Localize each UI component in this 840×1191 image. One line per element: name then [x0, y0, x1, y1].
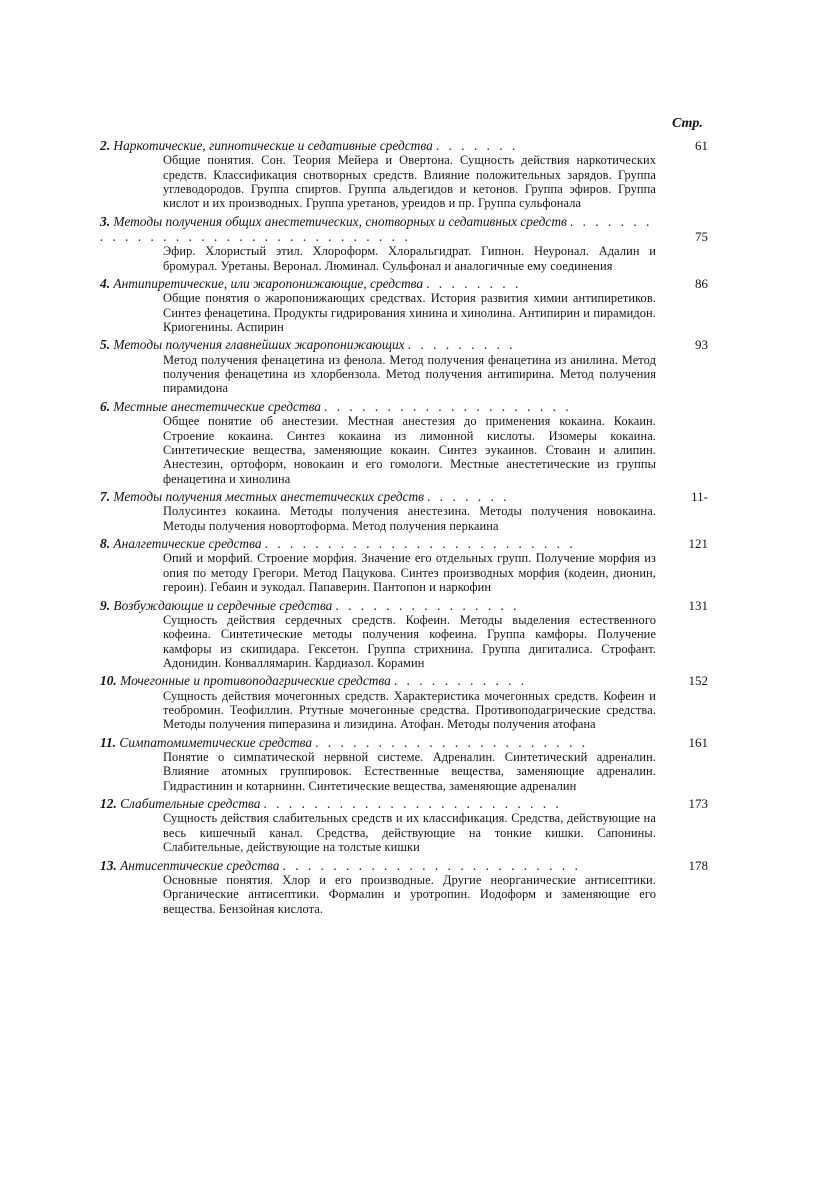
- section-title: Антисептические средства: [120, 857, 280, 873]
- page-number: 75: [695, 229, 708, 245]
- section-number: 6.: [100, 398, 111, 414]
- toc-entry-heading: [100, 536, 712, 551]
- leader-dots: . . . . . . . . . . . . . . .: [335, 597, 520, 613]
- toc-entry-6: [100, 399, 712, 486]
- toc-entry-heading: [100, 489, 712, 504]
- section-description: Основные понятия. Хлор и его производные. Другие неорганические антисептики. Органические антисептики. Формалин и уротропин. Иодоформ и заменяющие его вещества. Бензойная кислота.: [163, 872, 656, 916]
- leader-dots: . . . . . . . . . . . . . . . . . . . .: [324, 398, 572, 414]
- toc-entry-heading: [100, 858, 712, 873]
- section-number: 2.: [100, 138, 111, 153]
- section-description: Общие понятия. Сон. Теория Мейера и Овертона. Сущность действия наркотических средств. Классификация снотворных средств. Влияние положительных зарядов. Группа углеводородов. Группа спиртов. Группа альдегидов и кетонов. Группа эфиров. Группа кислот и их производных. Группа уретанов, уреидов и пр. Группа сульфонала: [163, 153, 656, 211]
- section-number: 7.: [100, 489, 111, 505]
- leader-dots: . . . . . . . . . . . . . . . . . . . . . . . .: [263, 796, 563, 812]
- toc-entry-heading: [100, 598, 712, 613]
- leader-dots: . . . . . . . . . . . . . . . . . . . . . . . . .: [264, 536, 576, 552]
- toc-entry-5: [100, 337, 712, 395]
- toc-entry-4: [100, 276, 712, 334]
- page-number: 93: [695, 337, 708, 353]
- toc-entry-2: [100, 138, 712, 211]
- section-number: 8.: [100, 536, 111, 552]
- section-number: 12.: [100, 796, 117, 812]
- section-number: 11.: [100, 734, 116, 750]
- section-title: Методы получения местных анестетических средств: [113, 489, 424, 505]
- section-title: Возбуждающие и сердечные средства: [113, 597, 333, 613]
- page-number: 152: [688, 673, 708, 689]
- section-title: Мочегонные и противоподагрические средства: [120, 673, 391, 689]
- page-number: 11-: [691, 489, 708, 505]
- section-number: 10.: [100, 673, 117, 689]
- toc-entry-13: [100, 858, 712, 916]
- leader-dots: . . . . . . . . . . . . . . . . . . . . . . . .: [282, 857, 582, 873]
- toc-entry-heading: [100, 399, 712, 414]
- page-number: 131: [688, 597, 708, 613]
- toc-entry-12: [100, 796, 712, 854]
- section-description: Опий и морфий. Строение морфия. Значение его отдельных групп. Получение морфия из опия по методу Грегори. Метод Пацукова. Синтез производных морфия (кодеин, дионин, героин). Гебаин и эукодал. Папаверин. Пантопон и наркофин: [163, 551, 656, 595]
- section-number: 5.: [100, 337, 111, 353]
- leader-dots: . . . . . . . . . . .: [394, 673, 528, 689]
- section-title: Слабительные средства: [120, 796, 261, 812]
- section-description: Полусинтез кокаина. Методы получения анестезина. Методы получения новокаина. Методы получения новортоформа. Метод получения перкаина: [163, 504, 656, 533]
- section-title: Методы получения главнейших жаропонижающих: [113, 337, 405, 353]
- leader-dots: . . . . . . . . . . . . . . . . . . . . . .: [315, 734, 589, 750]
- toc-entry-7: [100, 489, 712, 533]
- toc-entry-heading: [100, 673, 712, 688]
- section-number: 4.: [100, 276, 111, 292]
- toc-entry-heading: [100, 138, 712, 153]
- table-of-contents: [100, 138, 712, 919]
- page-number: 86: [695, 276, 708, 292]
- toc-entry-heading: [100, 276, 712, 291]
- section-description: Сущность действия слабительных средств и их классификация. Средства, действующие на весь кишечный канал. Средства, действующие на тонкие кишки. Сапонины. Слабительные, действующие на толстые кишки: [163, 811, 656, 855]
- section-description: Общее понятие об анестезии. Местная анестезия до применения кокаина. Кокаин. Строение кокаина. Синтез кокаина из лимонной кислоты. Изомеры кокаина. Синтетические вещества, заменяющие кокаин. Синтез эукаинов. Стоваин и алипин. Анестезин, ортоформ, новокаин и его гомологи. Местные анестетические из группы фенацетина и хинолина: [163, 414, 656, 486]
- leader-dots: . . . . . . . .: [426, 276, 522, 292]
- leader-dots: . . . . . . . . .: [407, 337, 516, 353]
- toc-entry-9: [100, 598, 712, 671]
- leader-dots: . . . . . . . . . . . . . . . . . . . . . . . . . . . . . . . .: [100, 213, 653, 245]
- toc-entry-heading: [100, 214, 712, 244]
- section-title: Наркотические, гипнотические и седативные средства: [113, 138, 433, 153]
- page-number: 61: [695, 138, 708, 153]
- section-description: Сущность действия мочегонных средств. Характеристика мочегонных средств. Кофеин и теобромин. Теофиллин. Ртутные мочегонные средства. Противоподагрические средства. Методы получения пиперазина и лизидина. Атофан. Методы получения атофана: [163, 688, 656, 732]
- toc-entry-heading: [100, 735, 712, 750]
- section-number: 3.: [100, 213, 111, 229]
- section-title: Методы получения общих анестетических, снотворных и седативных средств: [113, 213, 567, 229]
- section-number: 13.: [100, 857, 117, 873]
- page-column-header: Стр.: [672, 116, 703, 131]
- toc-entry-heading: [100, 337, 712, 352]
- section-description: Общие понятия о жаропонижающих средствах. История развития химии антипиретиков. Синтез фенацетина. Продукты гидрирования хинина и хинолина. Антипирин и пирамидон. Криогенины. Аспирин: [163, 291, 656, 335]
- toc-entry-3: [100, 214, 712, 273]
- toc-entry-11: [100, 735, 712, 793]
- section-description: Метод получения фенацетина из фенола. Метод получения фенацетина из анилина. Метод получения фенацетина из хлорбензола. Метод получения антипирина. Метод получения пирамидона: [163, 352, 656, 396]
- section-description: Сущность действия сердечных средств. Кофеин. Методы выделения естественного кофеина. Синтетические методы получения кофеина. Группа камфоры. Получение камфоры из скипидара. Гексетон. Группа стрихнина. Группа дигиталиса. Строфант. Адонидин. Конваллямарин. Кардиазол. Корамин: [163, 612, 656, 670]
- section-description: Понятие о симпатической нервной системе. Адреналин. Синтетический адреналин. Влияние атомных группировок. Естественные вещества, заменяющие адреналин. Гидрастинин и котарнинн. Синтетические вещества, заменяющие адреналин: [163, 750, 656, 793]
- toc-entry-8: [100, 536, 712, 594]
- page-number: 161: [688, 734, 708, 750]
- section-title: Аналгетические средства: [113, 536, 262, 552]
- page-number: 173: [688, 796, 708, 812]
- leader-dots: . . . . . . .: [436, 138, 519, 153]
- toc-entry-heading: [100, 796, 712, 811]
- section-title: Симпатомиметические средства: [119, 734, 313, 750]
- page-number: 121: [688, 536, 708, 552]
- section-number: 9.: [100, 597, 111, 613]
- section-description: Эфир. Хлористый этил. Хлороформ. Хлоральгидрат. Гипнон. Неуронал. Адалин и бромурал. Уретаны. Веронал. Люминал. Сульфонал и аналогичные ему соединения: [163, 244, 656, 273]
- section-title: Местные анестетические средства: [113, 398, 322, 414]
- section-title: Антипиретические, или жаропонижающие, средства: [113, 276, 424, 292]
- leader-dots: . . . . . . .: [427, 489, 510, 505]
- toc-entry-10: [100, 673, 712, 731]
- page-number: 178: [688, 857, 708, 873]
